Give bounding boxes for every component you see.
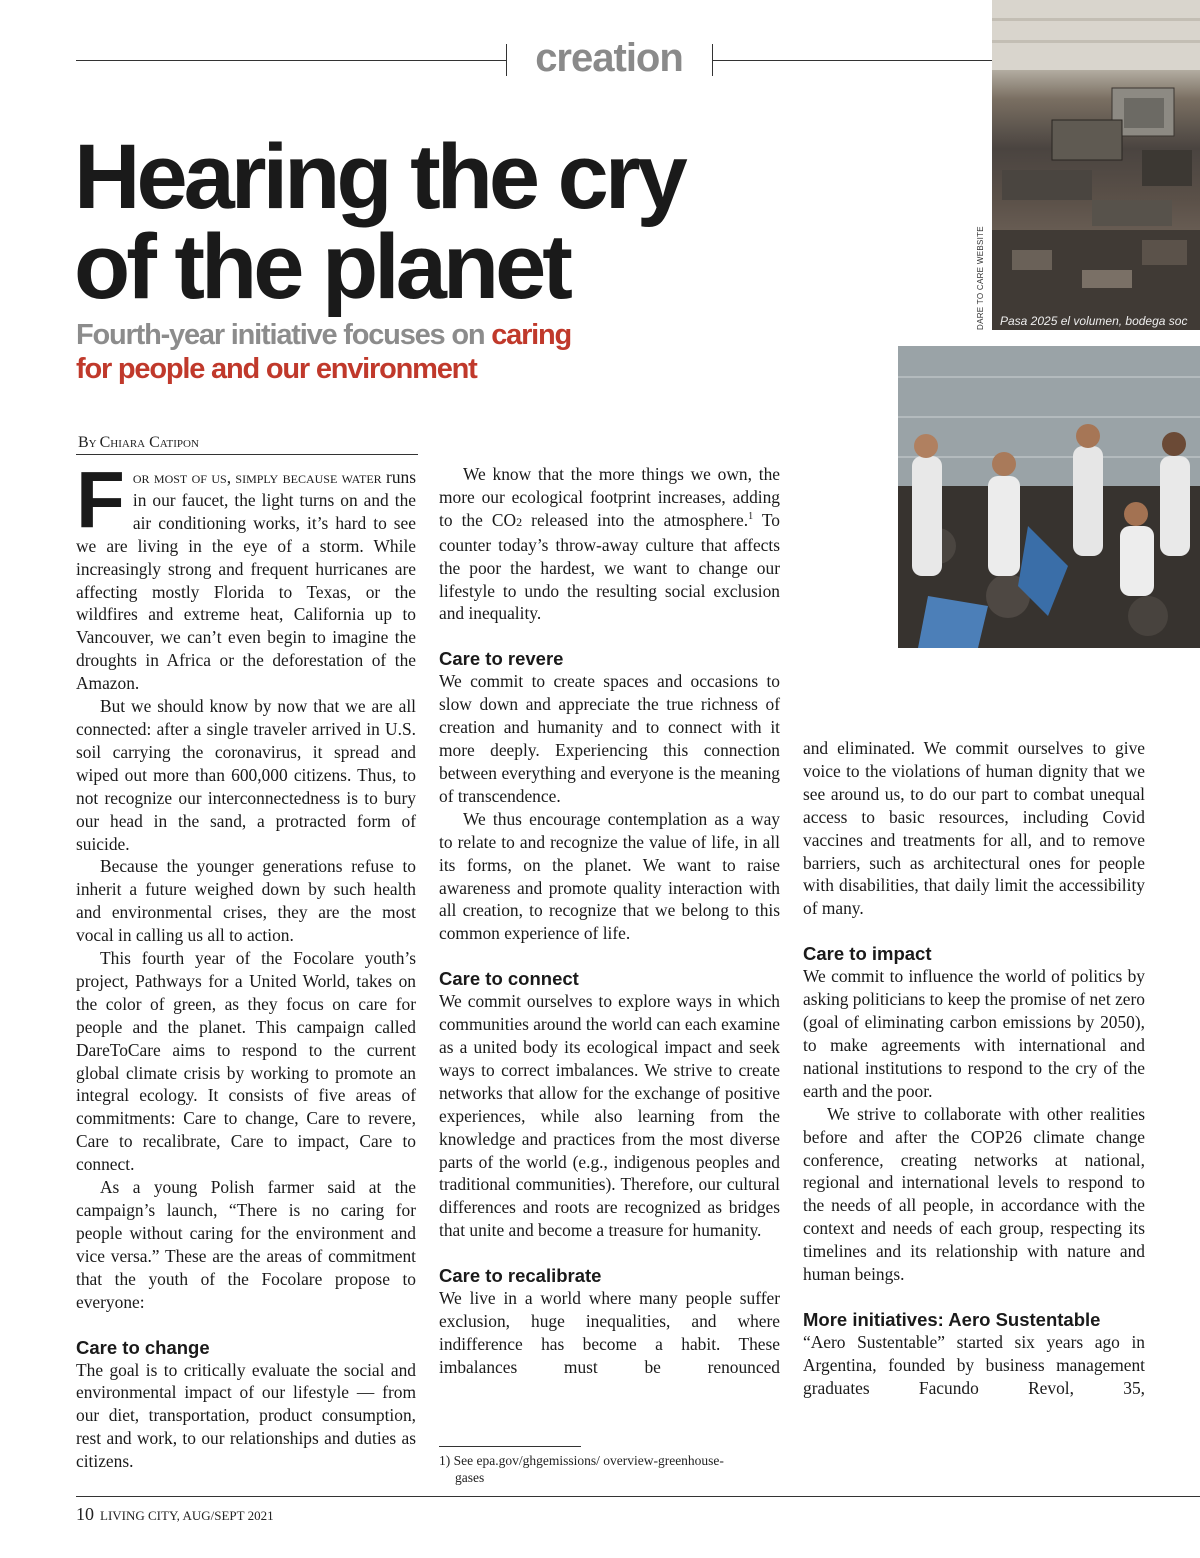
- subtitle-gray: Fourth-year initiative focuses on: [76, 319, 492, 351]
- photo-youth-cleanup: [898, 346, 1200, 648]
- footnote-ref[interactable]: 1: [748, 511, 754, 523]
- col1-paragraph-5: As a young Polish farmer said at the campaign’s launch, “There is no caring for people without caring for the environment and vice versa.” These are the areas of commitment that the youth of the Focolare propose to everyone:: [76, 1177, 416, 1312]
- col2-recalibrate-text: We live in a world where many people suffer exclusion, huge inequalities, and where indifference has become a habit. These imbalances must be renounced: [439, 1288, 780, 1377]
- photo-ewaste-illustration: [992, 0, 1200, 330]
- col1-paragraph-2: But we should know by now that we are all connected: after a single traveler arrived in U.S. soil carrying the coronavirus, it spread and wiped out more than 600,000 citizens. Thus, to not recognize our interconnectedness is to bury our head in the sand, a protracted form of suicide.: [76, 696, 416, 854]
- photo-credit: DARE TO CARE WEBSITE: [976, 226, 985, 330]
- col3-more-text: “Aero Sustentable” started six years ago in Argentina, founded by business management graduates Facundo Revol, 35,: [803, 1331, 1145, 1398]
- photo-electronic-waste: [992, 0, 1200, 330]
- column-2: [439, 463, 780, 1379]
- byline: [76, 434, 418, 455]
- page-footer: [76, 1504, 274, 1525]
- byline-author: Chiara Catipon: [99, 434, 199, 451]
- title-line-1: Hearing the cry: [74, 126, 684, 228]
- col3-impact-2: We strive to collaborate with other realities before and after the COP26 climate change conference, creating networks at national, regional and international levels to respond to the needs of all people, in accordance with the context and needs of each group, respecting its timelines and its relationship with nature and human beings.: [803, 1103, 1145, 1285]
- subtitle-red-inline: caring: [491, 319, 572, 351]
- section-rule-right: [712, 60, 992, 61]
- heading-care-to-revere: Care to revere: [439, 648, 564, 670]
- col1-p1-rest: runs in our faucet, the light turns on and the air conditioning works, it’s hard to see we are living in the eye of a storm. While increasingly strong and frequent hurricanes are affecting mostly Florida to Texas, or the wildfires and extreme heat, California up to Vancouver, we can’t even begin to imagine the droughts in Africa or the deforestation of the Amazon.: [76, 467, 416, 694]
- col2-p1-a: We know that the more things we own, the more our ecological footprint increases, adding to the CO: [439, 464, 780, 530]
- col2-paragraph-1: [439, 463, 780, 625]
- article-subtitle: [76, 318, 696, 386]
- col1-care-to-change-text: The goal is to critically evaluate the social and environmental impact of our lifestyle — from our diet, transportation, product consumption, rest and work, to our relationships and duties as citizens.: [76, 1359, 416, 1472]
- section-label: creation: [535, 36, 683, 80]
- footer-rule: [76, 1496, 1200, 1497]
- heading-more-initiatives: More initiatives: Aero Sustentable: [803, 1308, 1101, 1330]
- section-rule-left: [76, 60, 506, 61]
- dropcap: F: [76, 455, 125, 544]
- heading-care-to-recalibrate: Care to recalibrate: [439, 1265, 602, 1287]
- photo-caption-overlay: Pasa 2025 el volumen, bodega soc: [1000, 314, 1188, 328]
- col1-paragraph-4: This fourth year of the Focolare youth’s project, Pathways for a United World, takes on the color of green, as they focus on care for people and the planet. This campaign called DareToCare aims to respond to the current global climate crisis by working to promote an integral ecology. It consists of five areas of commitments: Care to change, Care to revere, Care to recalibrate, Care to impact, Care to connect.: [76, 948, 416, 1175]
- col2-p1-b: released into the atmosphere.: [522, 509, 749, 530]
- column-3: [803, 737, 1145, 1400]
- article-title: [74, 126, 794, 318]
- col2-revere-1: We commit to create spaces and occasions to slow down and appreciate the true richness of creation and humanity and to connect with it more deeply. Experiencing this connection between everything and everyone is the meaning of transcendence.: [439, 671, 780, 806]
- page-number: 10: [76, 1504, 94, 1524]
- col1-paragraph-1: [76, 455, 416, 695]
- photo-cleanup-illustration: [898, 346, 1200, 648]
- col1-paragraph-3: Because the younger generations refuse to inherit a future weighed down by such health and environmental crises, they are the most vocal in calling us all to action.: [76, 856, 416, 946]
- byline-by: By: [78, 434, 97, 451]
- col2-revere-2: We thus encourage contemplation as a way to relate to and recognize the value of life, in all its forms, on the planet. We want to raise awareness and promote quality interaction with all creation, to recognize that we belong to this common experience of life.: [439, 808, 780, 944]
- col3-paragraph-1: and eliminated. We commit ourselves to give voice to the violations of human dignity that we see around us, to do our part to combat unequal access to basic resources, including Covid vaccines and treatments for all, and to remove barriers, such as architectural ones for people with disabilities, that daily limit the accessibility of many.: [803, 738, 1145, 919]
- footnote-rule: [439, 1446, 581, 1447]
- heading-care-to-change: Care to change: [76, 1336, 210, 1358]
- col2-connect-text: We commit ourselves to explore ways in which communities around the world can each examine as a united body its ecological impact and seek ways to correct imbalances. We strive to create networks that allow for the exchange of positive experiences, while also learning from the knowledge and practices from the most diverse parts of the world (e.g., indigenous peoples and traditional communities). Therefore, our cultural differences and roots are recognized as bridges that unite and become a treasure for humanity.: [439, 991, 780, 1241]
- col3-impact-1: We commit to influence the world of politics by asking politicians to keep the promise of net zero (goal of eliminating carbon emissions by 2050), to make agreements with international and national institutions to respond to the cry of the earth and the poor.: [803, 966, 1145, 1101]
- subtitle-red-line2: for people and our environment: [76, 353, 477, 385]
- heading-care-to-impact: Care to impact: [803, 943, 932, 965]
- footnote-text: 1) See epa.gov/ghgemissions/ overview-greenhouse-gases: [439, 1453, 724, 1485]
- title-line-2: of the planet: [74, 216, 569, 318]
- heading-care-to-connect: Care to connect: [439, 968, 579, 990]
- col2-p1-subscript: 2: [516, 514, 523, 529]
- col2-p1-c: To counter today’s throw-away culture that affects the poor the hardest, we want to change our lifestyle to undo the resulting social exclusion and inequality.: [439, 509, 780, 624]
- publication-name: LIVING CITY, AUG/SEPT 2021: [100, 1508, 274, 1523]
- column-1: [76, 455, 416, 1473]
- col1-lead-smallcaps: or most of us, simply because water: [132, 467, 382, 487]
- footnote: [439, 1452, 739, 1486]
